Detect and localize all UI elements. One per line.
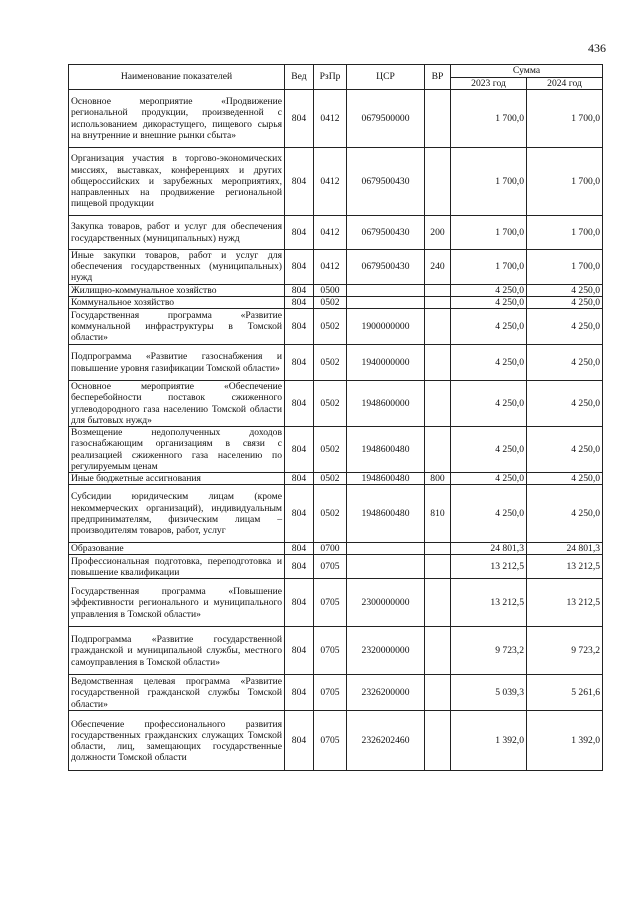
row-name: Профессиональная подготовка, переподготовка и повышение квалификации [69, 555, 285, 579]
row-sum-2023: 1 392,0 [451, 711, 527, 771]
row-csr [347, 284, 425, 296]
table-row [69, 345, 603, 381]
row-vr [425, 284, 451, 296]
row-ved: 804 [285, 711, 314, 771]
header-sum: Сумма [451, 65, 603, 78]
row-vr [425, 345, 451, 381]
row-vr [425, 309, 451, 345]
row-rzpr: 0502 [314, 381, 347, 427]
row-ved: 804 [285, 296, 314, 308]
row-sum-2023: 4 250,0 [451, 427, 527, 473]
page-number: 436 [588, 41, 606, 55]
table-row [69, 579, 603, 627]
row-csr [347, 555, 425, 579]
row-name: Основное мероприятие «Продвижение региональной продукции, произведенной с использованием дикорастущего, пищевого сырья на внутренние и внешние рынки сбыта» [69, 90, 285, 148]
row-csr: 0679500000 [347, 90, 425, 148]
row-sum-2024: 1 700,0 [527, 148, 603, 216]
row-vr: 240 [425, 250, 451, 285]
row-name: Обеспечение профессионального развития государственных гражданских служащих Томской области, лиц, замещающих государственные должности Томской области [69, 711, 285, 771]
table-row [69, 473, 603, 485]
row-rzpr: 0502 [314, 485, 347, 543]
row-ved: 804 [285, 345, 314, 381]
row-name: Образование [69, 543, 285, 555]
row-sum-2023: 1 700,0 [451, 90, 527, 148]
row-csr: 1900000000 [347, 309, 425, 345]
row-rzpr: 0412 [314, 250, 347, 285]
table-row [69, 675, 603, 711]
row-rzpr: 0705 [314, 627, 347, 675]
row-sum-2023: 4 250,0 [451, 284, 527, 296]
row-vr [425, 555, 451, 579]
row-ved: 804 [285, 579, 314, 627]
row-sum-2024: 4 250,0 [527, 473, 603, 485]
table-body [69, 90, 603, 771]
row-vr [425, 90, 451, 148]
row-vr [425, 627, 451, 675]
row-csr: 1948600480 [347, 427, 425, 473]
table-row [69, 427, 603, 473]
row-sum-2024: 1 392,0 [527, 711, 603, 771]
row-sum-2023: 1 700,0 [451, 216, 527, 250]
row-rzpr: 0412 [314, 90, 347, 148]
row-vr [425, 296, 451, 308]
row-vr [425, 381, 451, 427]
row-ved: 804 [285, 148, 314, 216]
row-csr: 1940000000 [347, 345, 425, 381]
row-csr: 1948600480 [347, 473, 425, 485]
row-vr [425, 427, 451, 473]
budget-table [68, 64, 603, 771]
header-2024: 2024 год [527, 77, 603, 90]
row-sum-2023: 5 039,3 [451, 675, 527, 711]
row-name: Государственная программа «Развитие коммунальной инфраструктуры в Томской области» [69, 309, 285, 345]
row-rzpr: 0502 [314, 296, 347, 308]
row-rzpr: 0705 [314, 711, 347, 771]
row-csr: 0679500430 [347, 250, 425, 285]
row-sum-2023: 4 250,0 [451, 381, 527, 427]
row-ved: 804 [285, 284, 314, 296]
row-sum-2024: 4 250,0 [527, 485, 603, 543]
row-name: Субсидии юридическим лицам (кроме некоммерческих организаций), индивидуальным предпринимателям, физическим лицам – производителям товаров, работ, услуг [69, 485, 285, 543]
header-rzpr: РзПр [314, 65, 347, 90]
row-ved: 804 [285, 485, 314, 543]
row-sum-2024: 5 261,6 [527, 675, 603, 711]
row-rzpr: 0412 [314, 216, 347, 250]
table-row [69, 381, 603, 427]
row-sum-2023: 13 212,5 [451, 579, 527, 627]
row-ved: 804 [285, 381, 314, 427]
header-ved: Вед [285, 65, 314, 90]
row-sum-2024: 13 212,5 [527, 579, 603, 627]
row-name: Государственная программа «Повышение эффективности регионального и муниципального управления в Томской области» [69, 579, 285, 627]
row-sum-2024: 24 801,3 [527, 543, 603, 555]
header-vr: ВР [425, 65, 451, 90]
row-name: Подпрограмма «Развитие государственной гражданской и муниципальной службы, местного самоуправления в Томской области» [69, 627, 285, 675]
row-ved: 804 [285, 90, 314, 148]
table-row [69, 296, 603, 308]
row-sum-2023: 1 700,0 [451, 148, 527, 216]
row-rzpr: 0502 [314, 473, 347, 485]
row-sum-2024: 4 250,0 [527, 296, 603, 308]
row-rzpr: 0502 [314, 309, 347, 345]
row-name: Иные бюджетные ассигнования [69, 473, 285, 485]
row-sum-2023: 4 250,0 [451, 473, 527, 485]
row-sum-2024: 1 700,0 [527, 216, 603, 250]
row-vr [425, 579, 451, 627]
row-ved: 804 [285, 427, 314, 473]
row-sum-2023: 4 250,0 [451, 485, 527, 543]
row-csr: 0679500430 [347, 216, 425, 250]
row-ved: 804 [285, 543, 314, 555]
row-csr: 1948600000 [347, 381, 425, 427]
row-sum-2024: 4 250,0 [527, 427, 603, 473]
row-csr [347, 296, 425, 308]
row-sum-2024: 9 723,2 [527, 627, 603, 675]
row-sum-2024: 1 700,0 [527, 250, 603, 285]
row-csr: 2300000000 [347, 579, 425, 627]
row-csr: 2320000000 [347, 627, 425, 675]
row-sum-2024: 4 250,0 [527, 309, 603, 345]
table-row [69, 711, 603, 771]
row-ved: 804 [285, 675, 314, 711]
row-vr [425, 148, 451, 216]
table-row [69, 284, 603, 296]
row-rzpr: 0705 [314, 675, 347, 711]
header-name: Наименование показателей [69, 65, 285, 90]
row-sum-2024: 4 250,0 [527, 381, 603, 427]
row-sum-2023: 4 250,0 [451, 345, 527, 381]
row-csr: 2326202460 [347, 711, 425, 771]
table-row [69, 627, 603, 675]
row-rzpr: 0705 [314, 555, 347, 579]
row-sum-2024: 4 250,0 [527, 345, 603, 381]
row-name: Ведомственная целевая программа «Развитие государственной гражданской службы Томской области» [69, 675, 285, 711]
row-sum-2023: 4 250,0 [451, 296, 527, 308]
row-sum-2023: 4 250,0 [451, 309, 527, 345]
row-name: Иные закупки товаров, работ и услуг для обеспечения государственных (муниципальных) нужд [69, 250, 285, 285]
row-rzpr: 0502 [314, 345, 347, 381]
table-row [69, 90, 603, 148]
table-row [69, 309, 603, 345]
row-rzpr: 0412 [314, 148, 347, 216]
row-vr [425, 711, 451, 771]
header-csr: ЦСР [347, 65, 425, 90]
table-row [69, 250, 603, 285]
row-name: Возмещение недополученных доходов газоснабжающим организациям в связи с реализацией сжиженного газа населению по регулируемым ценам [69, 427, 285, 473]
row-sum-2023: 24 801,3 [451, 543, 527, 555]
row-csr: 2326200000 [347, 675, 425, 711]
row-sum-2024: 13 212,5 [527, 555, 603, 579]
header-2023: 2023 год [451, 77, 527, 90]
row-csr [347, 543, 425, 555]
row-vr: 200 [425, 216, 451, 250]
row-name: Жилищно-коммунальное хозяйство [69, 284, 285, 296]
table-row [69, 148, 603, 216]
row-sum-2024: 4 250,0 [527, 284, 603, 296]
row-name: Подпрограмма «Развитие газоснабжения и повышение уровня газификации Томской области» [69, 345, 285, 381]
row-vr [425, 543, 451, 555]
row-name: Организация участия в торгово-экономических миссиях, выставках, конференциях и других общероссийских и зарубежных мероприятиях, направленных на продвижение региональной пищевой продукции [69, 148, 285, 216]
row-vr: 800 [425, 473, 451, 485]
row-rzpr: 0700 [314, 543, 347, 555]
row-sum-2024: 1 700,0 [527, 90, 603, 148]
row-ved: 804 [285, 555, 314, 579]
row-rzpr: 0500 [314, 284, 347, 296]
row-name: Закупка товаров, работ и услуг для обеспечения государственных (муниципальных) нужд [69, 216, 285, 250]
row-csr: 1948600480 [347, 485, 425, 543]
row-sum-2023: 9 723,2 [451, 627, 527, 675]
table-row [69, 555, 603, 579]
table-row [69, 485, 603, 543]
row-sum-2023: 13 212,5 [451, 555, 527, 579]
row-ved: 804 [285, 473, 314, 485]
row-rzpr: 0502 [314, 427, 347, 473]
row-vr: 810 [425, 485, 451, 543]
row-csr: 0679500430 [347, 148, 425, 216]
row-vr [425, 675, 451, 711]
table-row [69, 543, 603, 555]
row-ved: 804 [285, 309, 314, 345]
row-name: Коммунальное хозяйство [69, 296, 285, 308]
row-ved: 804 [285, 216, 314, 250]
row-name: Основное мероприятие «Обеспечение бесперебойности поставок сжиженного углеводородного газа населению Томской области для бытовых нужд» [69, 381, 285, 427]
row-ved: 804 [285, 627, 314, 675]
row-sum-2023: 1 700,0 [451, 250, 527, 285]
row-rzpr: 0705 [314, 579, 347, 627]
table-row [69, 216, 603, 250]
row-ved: 804 [285, 250, 314, 285]
